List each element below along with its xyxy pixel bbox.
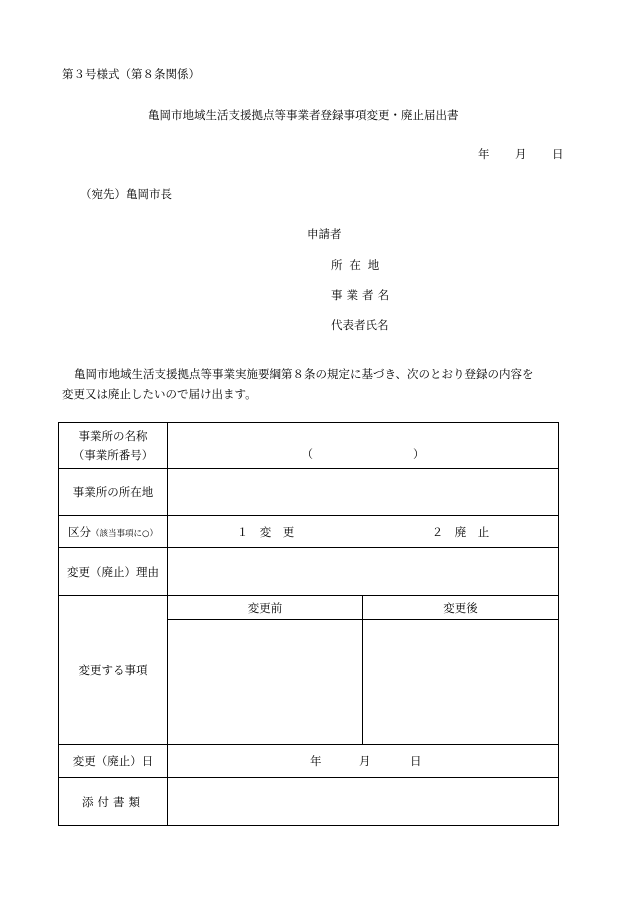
date-month: 月 (515, 147, 527, 161)
form-number: 第３号様式（第８条関係） (62, 67, 200, 81)
change-date-field[interactable] (168, 745, 559, 778)
change-date-month: 月 (359, 754, 371, 768)
office-name-label: 事業所の名称 (78, 428, 148, 443)
office-number-paren-open: （ (301, 447, 313, 461)
option-change[interactable]: １ 変 更 (236, 524, 295, 539)
date-day: 日 (552, 147, 564, 161)
category-note: （該当事項に○） (91, 528, 158, 539)
office-location-label: 事業所の所在地 (59, 469, 168, 516)
office-location-field[interactable] (168, 469, 559, 516)
before-change-cell (168, 596, 363, 745)
office-number-paren-close: ） (413, 447, 425, 461)
after-change-cell (363, 596, 559, 745)
document-title: 亀岡市地域生活支援拠点等事業者登録事項変更・廃止届出書 (148, 108, 459, 122)
office-name-field[interactable] (168, 423, 559, 469)
after-change-field[interactable] (363, 620, 558, 744)
change-date-label: 変更（廃止）日 (59, 745, 168, 778)
attachments-field[interactable] (168, 778, 559, 826)
category-options (168, 516, 559, 548)
date-year: 年 (478, 147, 490, 161)
option-abolish[interactable]: ２ 廃 止 (431, 524, 490, 539)
body-text-line-1: 亀岡市地域生活支援拠点等事業実施要綱第８条の規定に基づき、次のとおり登録の内容を (74, 367, 534, 381)
applicant-business-name-label: 事業者名 (331, 288, 394, 302)
change-date-year: 年 (310, 754, 322, 768)
change-items-label: 変更する事項 (59, 596, 168, 745)
office-name-label-cell (59, 423, 168, 469)
change-date-day: 日 (410, 754, 422, 768)
addressee: （宛先）亀岡市長 (80, 187, 172, 201)
applicant-address-label: 所在地 (331, 258, 387, 272)
attachments-label: 添付書類 (59, 778, 168, 826)
registration-change-table (58, 422, 559, 826)
reason-label: 変更（廃止）理由 (59, 548, 168, 596)
after-change-header: 変更後 (363, 596, 558, 620)
body-text-line-2: 変更又は廃止したいので届け出ます。 (62, 387, 257, 401)
category-label-cell (59, 516, 168, 548)
reason-field[interactable] (168, 548, 559, 596)
before-change-header: 変更前 (168, 596, 362, 620)
office-number-label: （事業所番号） (72, 447, 154, 462)
category-label: 区分 (68, 524, 92, 539)
before-change-field[interactable] (168, 620, 362, 744)
applicant-heading: 申請者 (307, 227, 342, 241)
applicant-representative-label: 代表者氏名 (331, 318, 389, 332)
